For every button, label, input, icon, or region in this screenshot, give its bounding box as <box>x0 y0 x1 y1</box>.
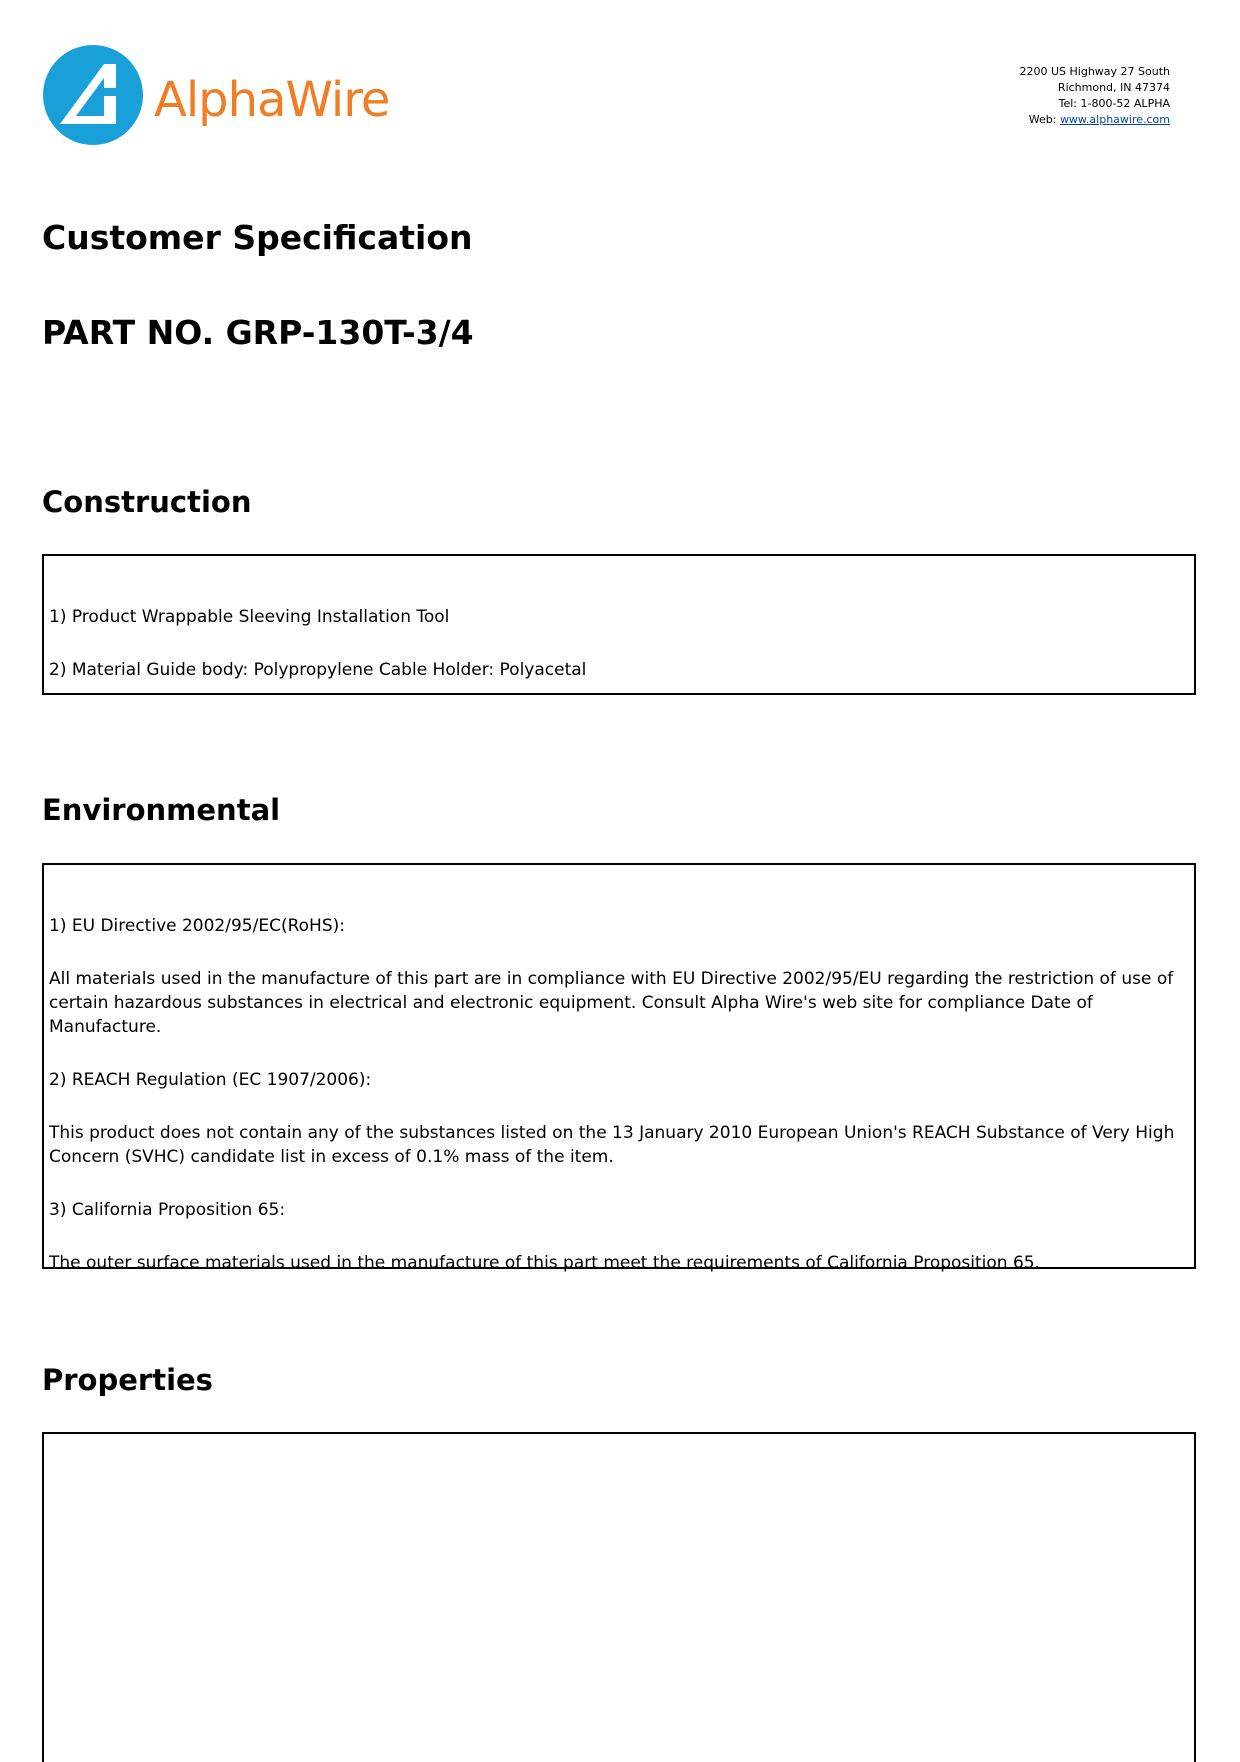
web-line <box>1019 112 1170 128</box>
alphawire-logo-icon <box>42 44 144 146</box>
environmental-item: This product does not contain any of the substances listed on the 13 January 2010 European Union's REACH Substance of Very High Concern (SVHC) candidate list in excess of 0.1% mass of the item. <box>49 1123 1175 1167</box>
environmental-item: 1) EU Directive 2002/95/EC(RoHS): <box>49 916 345 936</box>
properties-box <box>42 1432 1196 1762</box>
address-line2: Richmond, IN 47374 <box>1057 81 1170 94</box>
construction-item: 2) Material Guide body: Polypropylene Cable Holder: Polyacetal <box>49 660 587 680</box>
part-number: PART NO. GRP-130T-3/4 <box>42 313 474 352</box>
alphawire-logo <box>42 44 422 144</box>
environmental-item: The outer surface materials used in the manufacture of this part meet the requirements of California Proposition 65. <box>49 1253 1040 1273</box>
construction-box <box>42 554 1196 695</box>
company-address <box>1019 64 1170 128</box>
website-link[interactable]: www.alphawire.com <box>1059 113 1170 126</box>
construction-item: 1) Product Wrappable Sleeving Installation Tool <box>49 607 450 627</box>
environmental-item: 3) California Proposition 65: <box>49 1200 286 1220</box>
environmental-item: All materials used in the manufacture of this part are in compliance with EU Directive 2002/95/EU regarding the restriction of use of certain hazardous substances in electrical and electronic equipment. Consult Alpha Wire's web site for compliance Date of Manufacture. <box>49 969 1174 1037</box>
construction-heading: Construction <box>42 485 252 519</box>
tel-line: Tel: 1-800-52 ALPHA <box>1058 97 1170 110</box>
address-line1: 2200 US Highway 27 South <box>1019 65 1170 78</box>
properties-heading: Properties <box>42 1363 213 1397</box>
environmental-box <box>42 863 1196 1273</box>
web-label: Web: <box>1028 113 1060 126</box>
logo-text: AlphaWire <box>154 72 390 128</box>
environmental-heading: Environmental <box>42 793 281 827</box>
page-title: Customer Specification <box>42 218 473 257</box>
environmental-item: 2) REACH Regulation (EC 1907/2006): <box>49 1070 372 1090</box>
